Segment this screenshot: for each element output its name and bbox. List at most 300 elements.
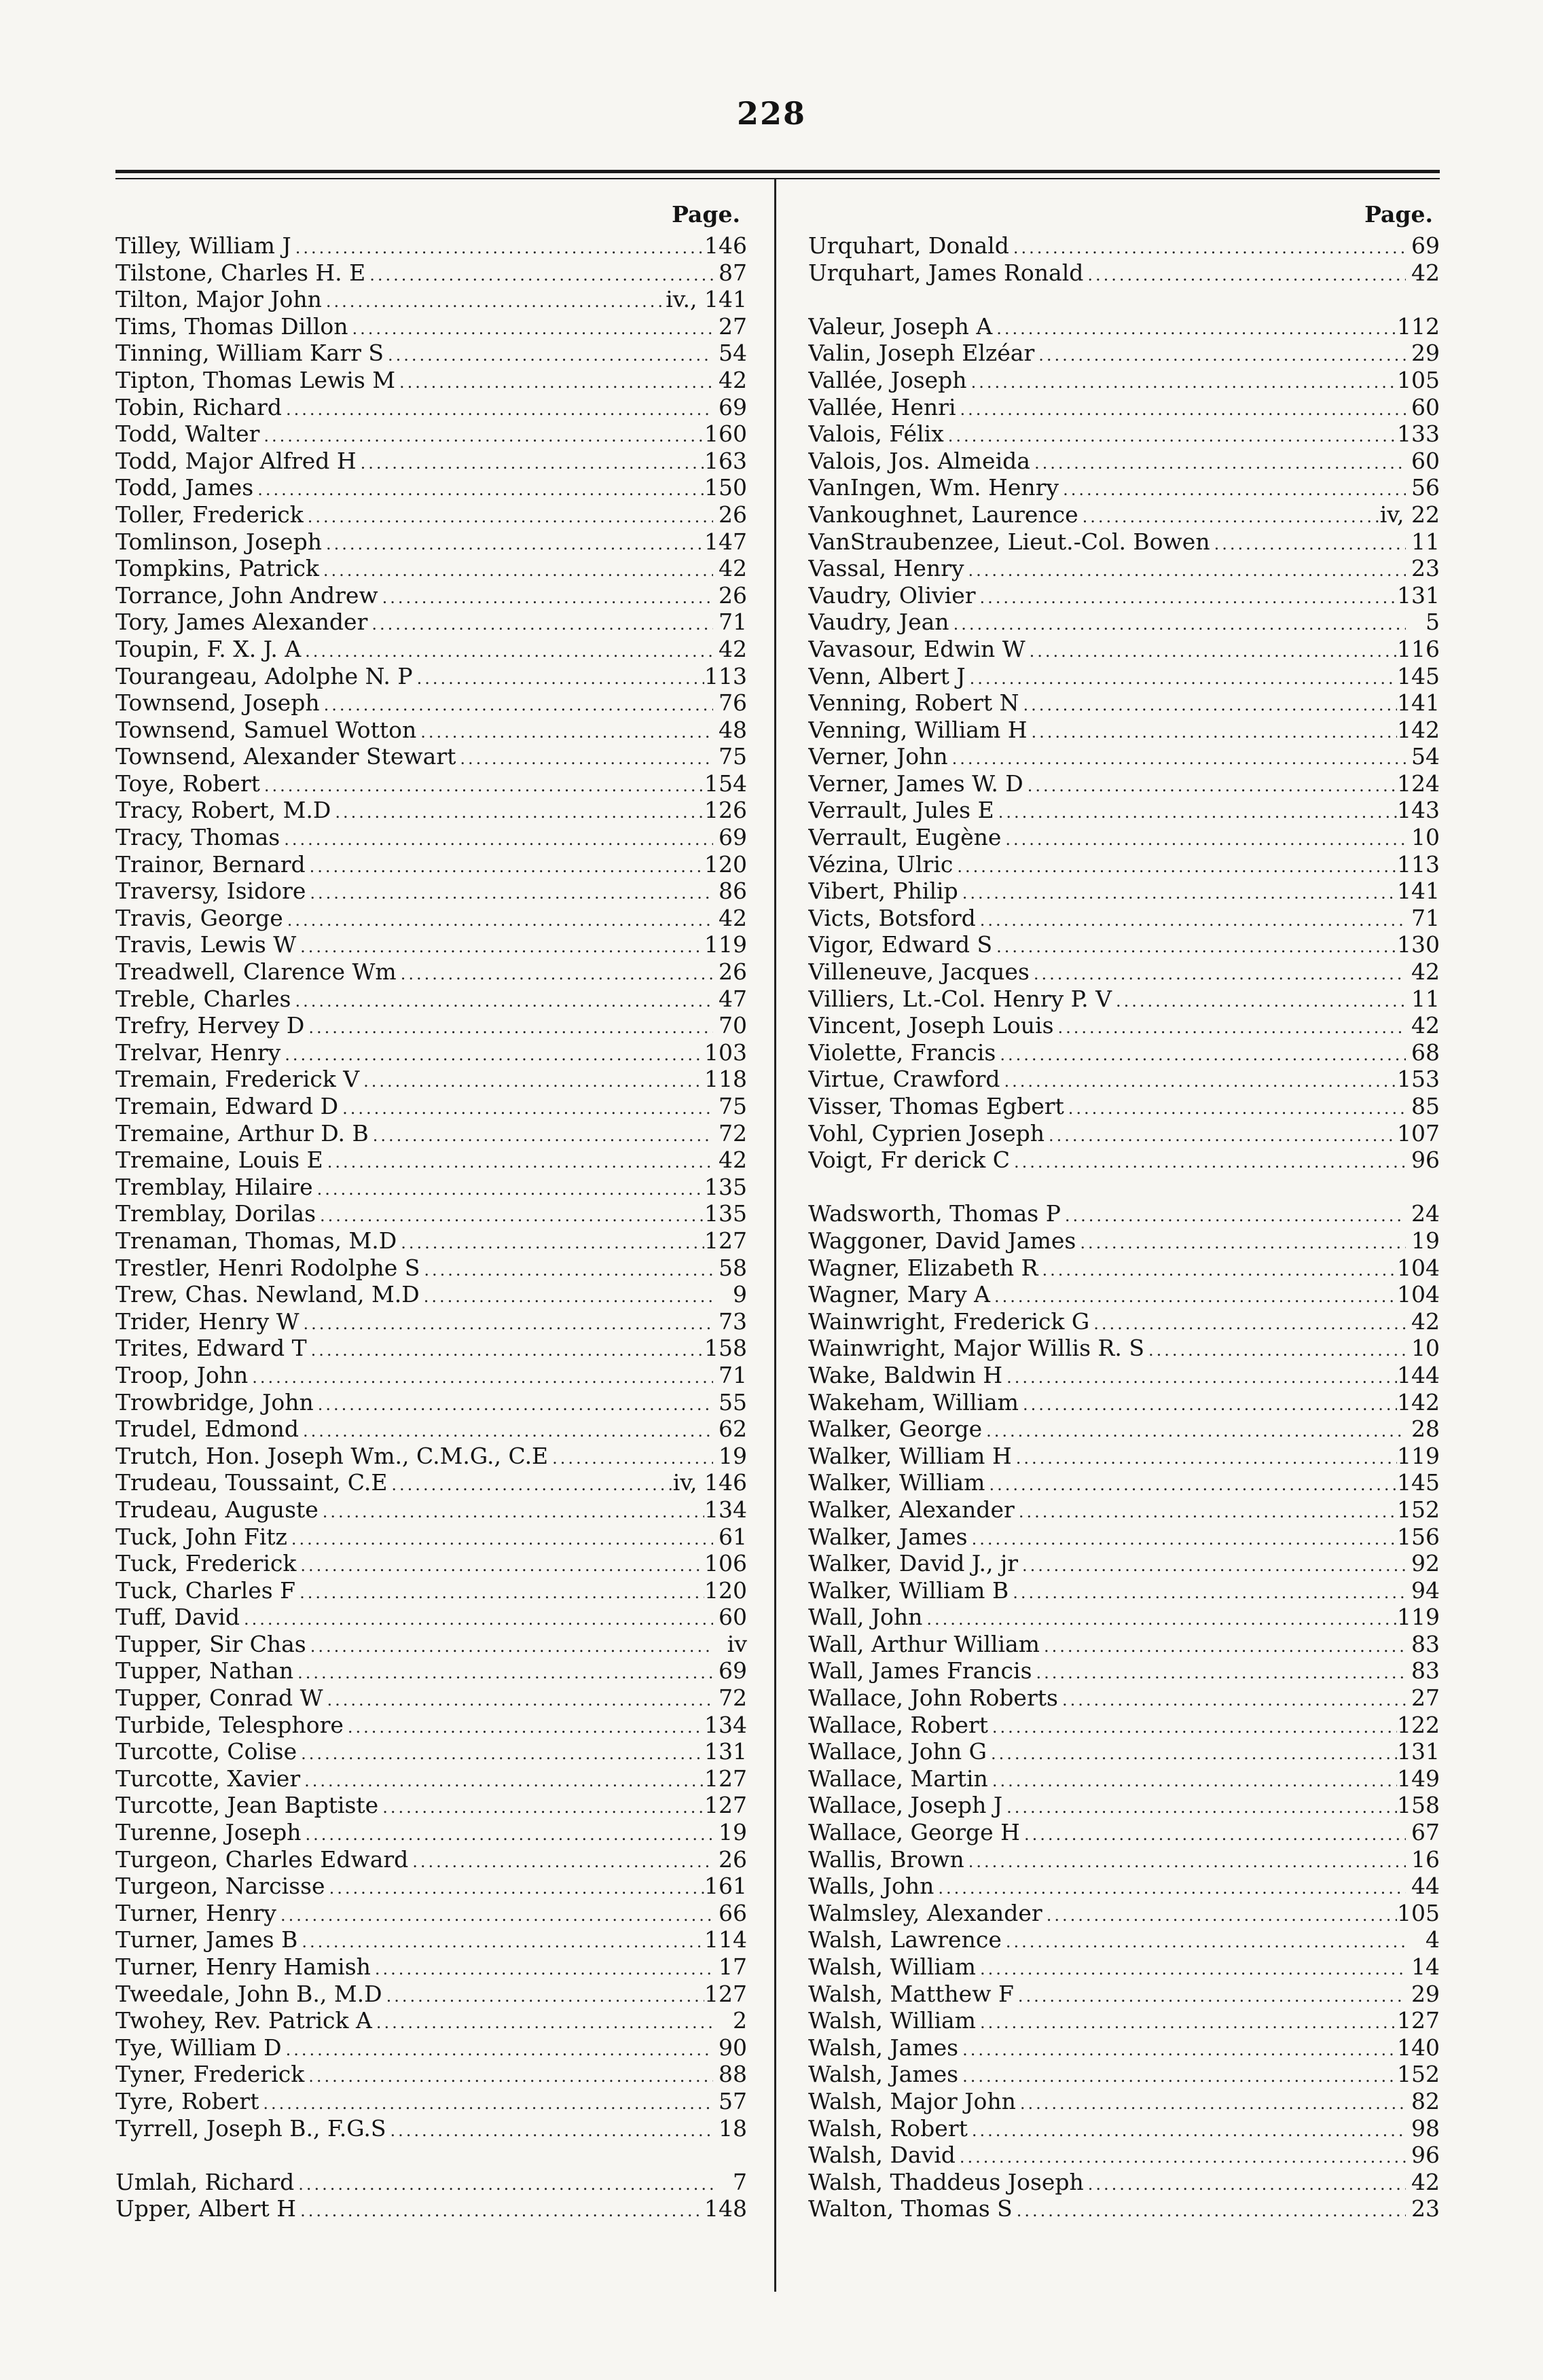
entry-name: Walsh, Thaddeus Joseph — [808, 2168, 1084, 2195]
index-entry — [808, 340, 1440, 367]
leader-dots — [987, 1741, 1397, 1765]
leader-dots — [287, 1526, 713, 1551]
header-rule — [115, 170, 1440, 173]
entry-name: Vallée, Joseph — [808, 366, 967, 393]
index-entry — [808, 1066, 1440, 1093]
index-entry — [808, 770, 1440, 797]
index-entry — [115, 1120, 747, 1147]
index-entry — [808, 1523, 1440, 1551]
index-entry — [115, 1496, 747, 1523]
entry-name: Walsh, William — [808, 2007, 976, 2034]
leader-dots — [357, 450, 704, 475]
entry-page: 42 — [719, 904, 747, 931]
index-entry — [115, 474, 747, 501]
entry-page: 47 — [719, 985, 747, 1012]
leader-dots — [319, 1499, 704, 1523]
entry-page: 103 — [704, 1039, 747, 1066]
entry-name: Urquhart, Donald — [808, 232, 1009, 259]
index-entry — [808, 1416, 1440, 1443]
entry-page: 11 — [1411, 985, 1440, 1012]
index-entry — [115, 931, 747, 958]
page-column-header: Page. — [672, 201, 740, 228]
entry-name: Vézina, Ulric — [808, 850, 954, 878]
leader-dots — [323, 1149, 713, 1174]
leader-dots — [248, 1365, 713, 1389]
entry-name: Wall, Arthur William — [808, 1630, 1040, 1657]
index-entry — [808, 1819, 1440, 1846]
entry-page: 149 — [1397, 1765, 1440, 1792]
entry-name: Voigt, Fr derick C — [808, 1147, 1010, 1174]
index-entry — [115, 663, 747, 690]
entry-page: 75 — [719, 743, 747, 770]
entry-page: 28 — [1411, 1416, 1440, 1443]
entry-name: Walsh, James — [808, 2061, 959, 2088]
entry-name: Venn, Albert J — [808, 662, 966, 689]
leader-dots — [976, 907, 1406, 932]
leader-dots — [1042, 1903, 1397, 1927]
leader-dots — [259, 2091, 713, 2115]
entry-name: Wallis, Brown — [808, 1845, 964, 1873]
index-entry — [115, 1147, 747, 1174]
entry-page: 24 — [1411, 1200, 1440, 1227]
leader-dots — [306, 1634, 713, 1658]
index-entry — [808, 1684, 1440, 1712]
leader-dots — [297, 1741, 704, 1765]
leader-dots — [408, 1849, 713, 1873]
entry-page: 62 — [719, 1416, 747, 1443]
entry-name: Walker, James — [808, 1523, 968, 1550]
index-entry — [115, 232, 747, 259]
index-entry — [115, 1255, 747, 1282]
entry-name: Walsh, Lawrence — [808, 1926, 1002, 1953]
header-rule-thin — [115, 178, 1440, 179]
leader-dots — [299, 1418, 713, 1443]
index-entry — [115, 2061, 747, 2088]
leader-dots — [276, 1903, 713, 1927]
entry-name: Tobin, Richard — [115, 393, 282, 420]
entry-page: 58 — [719, 1254, 747, 1281]
entry-name: Tremblay, Hilaire — [115, 1173, 313, 1200]
entry-name: Umlah, Richard — [115, 2168, 295, 2195]
leader-dots — [996, 1042, 1406, 1066]
entry-page: 26 — [719, 1845, 747, 1873]
index-entry — [115, 1657, 747, 1684]
entry-name: Victs, Botsford — [808, 904, 976, 931]
entry-name: Wall, John — [808, 1604, 923, 1631]
leader-dots — [260, 773, 704, 797]
leader-dots — [1038, 1257, 1397, 1282]
leader-dots — [988, 1768, 1397, 1792]
entry-name: Venning, Robert N — [808, 689, 1019, 717]
entry-page: iv, 22 — [1379, 501, 1440, 528]
leader-dots — [325, 1875, 704, 1900]
index-entry — [115, 1712, 747, 1739]
entry-page: 112 — [1397, 312, 1440, 340]
entry-name: Urquhart, James Ronald — [808, 259, 1084, 286]
index-entry — [808, 501, 1440, 528]
leader-dots — [1016, 2091, 1406, 2115]
entry-page: 42 — [1411, 1012, 1440, 1039]
entry-page: 10 — [1411, 1335, 1440, 1362]
index-entry — [808, 555, 1440, 582]
leader-dots — [1012, 1445, 1397, 1470]
entry-page: 124 — [1397, 770, 1440, 797]
index-entry — [115, 636, 747, 663]
entry-page: 19 — [719, 1819, 747, 1846]
leader-dots — [1210, 531, 1406, 556]
entry-page: 163 — [704, 447, 747, 474]
entry-page: 87 — [719, 259, 747, 286]
entry-page: 69 — [719, 393, 747, 420]
index-entry — [115, 528, 747, 556]
entry-page: 142 — [1397, 1388, 1440, 1416]
entry-name: Turcotte, Jean Baptiste — [115, 1792, 379, 1819]
entry-name: Toye, Robert — [115, 770, 260, 797]
entry-page: 18 — [719, 2114, 747, 2142]
leader-dots — [304, 1015, 713, 1039]
entry-name: Walker, William — [808, 1469, 985, 1496]
entry-page: 73 — [719, 1308, 747, 1335]
leader-dots — [1009, 235, 1406, 259]
entry-page: 140 — [1397, 2034, 1440, 2061]
entry-name: Verner, James W. D — [808, 770, 1023, 797]
index-entry — [115, 2088, 747, 2115]
index-entry — [808, 1926, 1440, 1953]
leader-dots — [302, 1822, 713, 1846]
index-entry — [115, 1953, 747, 1981]
entry-page: 158 — [704, 1335, 747, 1362]
entry-page: 86 — [719, 878, 747, 905]
entry-name: Tilley, William J — [115, 232, 291, 259]
index-entry — [115, 1604, 747, 1631]
leader-dots — [291, 988, 713, 1013]
leader-dots — [282, 2037, 713, 2061]
entry-name: VanStraubenzee, Lieut.-Col. Bowen — [808, 528, 1210, 555]
entry-page: 23 — [1411, 2195, 1440, 2222]
entry-page: 153 — [1397, 1066, 1440, 1093]
entry-page: 146 — [704, 232, 747, 259]
leader-dots — [953, 854, 1397, 878]
entry-name: Tupper, Sir Chas — [115, 1630, 306, 1657]
leader-dots — [259, 423, 704, 448]
entry-name: Turgeon, Charles Edward — [115, 1845, 409, 1873]
entry-page: 96 — [1411, 2142, 1440, 2169]
index-entry — [115, 1926, 747, 1953]
index-entry — [115, 878, 747, 905]
entry-name: Turgeon, Narcisse — [115, 1873, 325, 1900]
entry-name: Wallace, Joseph J — [808, 1792, 1003, 1819]
entry-page: 144 — [1397, 1361, 1440, 1388]
entry-name: Tuck, John Fitz — [115, 1523, 287, 1550]
index-entry — [808, 2195, 1440, 2222]
index-entry — [115, 1227, 747, 1255]
index-entry — [808, 1873, 1440, 1900]
index-entry — [808, 1550, 1440, 1577]
entry-page: 26 — [719, 581, 747, 609]
index-entry — [115, 420, 747, 448]
entry-name: Vavasour, Edwin W — [808, 635, 1025, 662]
index-entry — [808, 663, 1440, 690]
entry-name: Wagner, Mary A — [808, 1281, 990, 1308]
entry-page: 16 — [1411, 1845, 1440, 1873]
entry-page: 127 — [704, 1765, 747, 1792]
entry-page: 141 — [1397, 689, 1440, 717]
entry-name: Tims, Thomas Dillon — [115, 312, 348, 340]
leader-dots — [992, 316, 1397, 340]
entry-page: 147 — [704, 528, 747, 555]
leader-dots — [344, 1714, 704, 1739]
entry-name: Tilstone, Charles H. E — [115, 259, 366, 286]
entry-page: 131 — [1397, 581, 1440, 609]
entry-page: 71 — [719, 1361, 747, 1388]
leader-dots — [295, 1580, 704, 1604]
index-entry — [115, 1362, 747, 1389]
leader-dots — [296, 2198, 704, 2222]
leader-dots — [1028, 719, 1397, 744]
entry-page: 19 — [1411, 1227, 1440, 1254]
leader-dots — [372, 2010, 713, 2034]
index-entry — [115, 2169, 747, 2196]
index-entry — [808, 1362, 1440, 1389]
entry-name: Tremaine, Louis E — [115, 1147, 323, 1174]
entry-page: 105 — [1397, 366, 1440, 393]
leader-dots — [1023, 773, 1397, 797]
index-entry — [115, 582, 747, 609]
leader-dots — [1030, 961, 1406, 986]
entry-name: Walker, George — [808, 1416, 983, 1443]
entry-name: Verrault, Eugène — [808, 824, 1002, 851]
entry-page: 118 — [704, 1066, 747, 1093]
entry-page: 158 — [1397, 1792, 1440, 1819]
entry-page: 85 — [1411, 1093, 1440, 1119]
index-entry — [115, 286, 747, 313]
leader-dots — [968, 1526, 1397, 1551]
entry-page: 9 — [733, 1281, 747, 1308]
leader-dots — [1019, 1392, 1397, 1416]
entry-name: Trew, Chas. Newland, M.D — [115, 1281, 420, 1308]
index-entry — [115, 1200, 747, 1227]
leader-dots — [1076, 1230, 1406, 1255]
index-entry — [808, 1900, 1440, 1927]
entry-name: Valin, Joseph Elzéar — [808, 340, 1035, 367]
entry-name: Wadsworth, Thomas P — [808, 1200, 1061, 1227]
entry-name: Tremaine, Arthur D. B — [115, 1119, 369, 1147]
entry-page: 17 — [719, 1953, 747, 1980]
leader-dots — [282, 397, 713, 421]
entry-name: Tuck, Frederick — [115, 1550, 297, 1577]
entry-name: Trenaman, Thomas, M.D — [115, 1227, 397, 1254]
leader-dots — [1030, 450, 1406, 475]
leader-dots — [301, 638, 713, 663]
entry-name: Todd, Walter — [115, 420, 260, 448]
index-entry — [808, 2169, 1440, 2196]
leader-dots — [976, 2010, 1397, 2034]
entry-page: 2 — [733, 2007, 747, 2034]
index-entry — [808, 1200, 1440, 1227]
entry-name: Wakeham, William — [808, 1388, 1019, 1416]
leader-dots — [1078, 504, 1380, 528]
leader-dots — [382, 1983, 704, 2008]
entry-page: 104 — [1397, 1281, 1440, 1308]
entry-page: 133 — [1397, 420, 1440, 448]
entry-page: 160 — [704, 420, 747, 448]
entry-name: Vohl, Cyprien Joseph — [808, 1119, 1045, 1147]
entry-page: 70 — [719, 1012, 747, 1039]
leader-dots — [992, 934, 1397, 958]
entry-page: iv — [727, 1630, 747, 1657]
index-entry — [115, 2115, 747, 2142]
leader-dots — [378, 1795, 704, 1819]
index-entry — [115, 1765, 747, 1792]
entry-page: 71 — [719, 609, 747, 636]
index-entry — [808, 931, 1440, 958]
entry-page: 126 — [704, 797, 747, 824]
index-entry — [808, 905, 1440, 932]
index-entry — [808, 448, 1440, 475]
entry-page: 5 — [1426, 609, 1440, 636]
index-entry — [115, 1684, 747, 1712]
entry-page: 60 — [1411, 393, 1440, 420]
entry-name: Townsend, Samuel Wotton — [115, 716, 417, 743]
column-divider — [774, 179, 776, 2292]
leader-dots — [1084, 2171, 1406, 2196]
index-entry — [115, 2034, 747, 2061]
index-entry — [808, 1227, 1440, 1255]
entry-name: Tremblay, Dorilas — [115, 1200, 316, 1227]
index-entry — [115, 1900, 747, 1927]
leader-dots — [397, 1230, 704, 1255]
entry-name: Turcotte, Colise — [115, 1738, 297, 1765]
index-entry — [808, 958, 1440, 986]
leader-dots — [338, 1096, 713, 1120]
entry-name: Vallée, Henri — [808, 393, 956, 420]
leader-dots — [1058, 1687, 1406, 1712]
index-entry — [115, 340, 747, 367]
entry-page: 107 — [1397, 1119, 1440, 1147]
leader-dots — [280, 827, 713, 851]
entry-name: Tomlinson, Joseph — [115, 528, 322, 555]
index-entry — [808, 717, 1440, 744]
index-entry — [115, 1631, 747, 1658]
entry-page: 161 — [704, 1873, 747, 1900]
index-entry — [808, 367, 1440, 394]
entry-page: 120 — [704, 1576, 747, 1604]
index-column-right — [808, 201, 1440, 2222]
leader-dots — [1032, 1660, 1406, 1684]
entry-name: Townsend, Joseph — [115, 689, 320, 717]
index-entry — [808, 2088, 1440, 2115]
entry-name: Wallace, John G — [808, 1738, 987, 1765]
leader-dots — [1014, 1983, 1406, 2008]
leader-dots — [365, 262, 713, 287]
index-entry — [808, 1765, 1440, 1792]
entry-name: Wall, James Francis — [808, 1657, 1032, 1684]
entry-name: Tupper, Conrad W — [115, 1684, 323, 1712]
entry-page: 55 — [719, 1388, 747, 1416]
entry-page: 7 — [733, 2168, 747, 2195]
entry-name: Vaudry, Olivier — [808, 581, 976, 609]
index-entry — [115, 986, 747, 1013]
leader-dots — [1144, 1337, 1406, 1362]
index-entry — [115, 851, 747, 878]
entry-name: Tuck, Charles F — [115, 1576, 296, 1604]
entry-name: Tompkins, Patrick — [115, 555, 319, 582]
entry-page: 154 — [704, 770, 747, 797]
index-entry — [115, 1416, 747, 1443]
entry-page: 134 — [704, 1711, 747, 1738]
index-entry — [115, 1093, 747, 1120]
entry-page: 54 — [719, 340, 747, 367]
index-entry — [808, 1577, 1440, 1604]
entry-name: Walls, John — [808, 1873, 934, 1900]
index-entry — [115, 313, 747, 340]
leader-dots — [949, 611, 1406, 636]
index-entry — [808, 1631, 1440, 1658]
entry-name: Trider, Henry W — [115, 1308, 299, 1335]
leader-dots — [1040, 1634, 1406, 1658]
leader-dots — [976, 585, 1397, 609]
entry-page: 44 — [1411, 1873, 1440, 1900]
entry-page: 67 — [1411, 1819, 1440, 1846]
index-entry — [808, 824, 1440, 851]
entry-name: Verner, John — [808, 743, 948, 770]
entry-page: 156 — [1397, 1523, 1440, 1550]
entry-name: Trudeau, Toussaint, C.E — [115, 1469, 388, 1496]
entry-page: 11 — [1411, 528, 1440, 555]
entry-page: 4 — [1426, 1926, 1440, 1953]
leader-dots — [1009, 1580, 1406, 1604]
entry-name: Tilton, Major John — [115, 286, 322, 313]
index-entry — [808, 313, 1440, 340]
leader-dots — [420, 1284, 713, 1308]
leader-dots — [1002, 1929, 1406, 1953]
index-entry — [808, 1604, 1440, 1631]
leader-dots — [966, 666, 1397, 690]
entry-name: Walsh, Matthew F — [808, 1980, 1014, 2007]
entry-page: 71 — [1411, 904, 1440, 931]
entry-page: iv, 146 — [672, 1469, 747, 1496]
entry-page: 119 — [1397, 1604, 1440, 1631]
index-entry — [115, 1523, 747, 1551]
entry-page: 69 — [719, 824, 747, 851]
leader-dots — [1059, 477, 1406, 501]
entry-page: 127 — [704, 1792, 747, 1819]
entry-name: Trefry, Hervey D — [115, 1012, 305, 1039]
index-entry — [808, 636, 1440, 663]
entry-name: Waggoner, David James — [808, 1227, 1076, 1254]
index-entry — [115, 1308, 747, 1335]
leader-dots — [956, 2144, 1406, 2169]
entry-name: Visser, Thomas Egbert — [808, 1093, 1064, 1119]
index-entry — [808, 2007, 1440, 2034]
leader-dots — [985, 1472, 1397, 1496]
entry-name: Trelvar, Henry — [115, 1039, 281, 1066]
leader-dots — [967, 369, 1397, 394]
entry-page: 131 — [1397, 1738, 1440, 1765]
index-entry — [115, 259, 747, 287]
leader-dots — [307, 1337, 704, 1362]
leader-dots — [1002, 1795, 1397, 1819]
index-entry — [808, 2034, 1440, 2061]
index-entry — [115, 1846, 747, 1873]
entry-page: 69 — [1411, 232, 1440, 259]
entry-page: 83 — [1411, 1657, 1440, 1684]
entry-page: 42 — [719, 555, 747, 582]
leader-dots — [291, 235, 704, 259]
entry-page: 96 — [1411, 1147, 1440, 1174]
entry-name: Tourangeau, Adolphe N. P — [115, 662, 413, 689]
entry-page: 56 — [1411, 474, 1440, 501]
